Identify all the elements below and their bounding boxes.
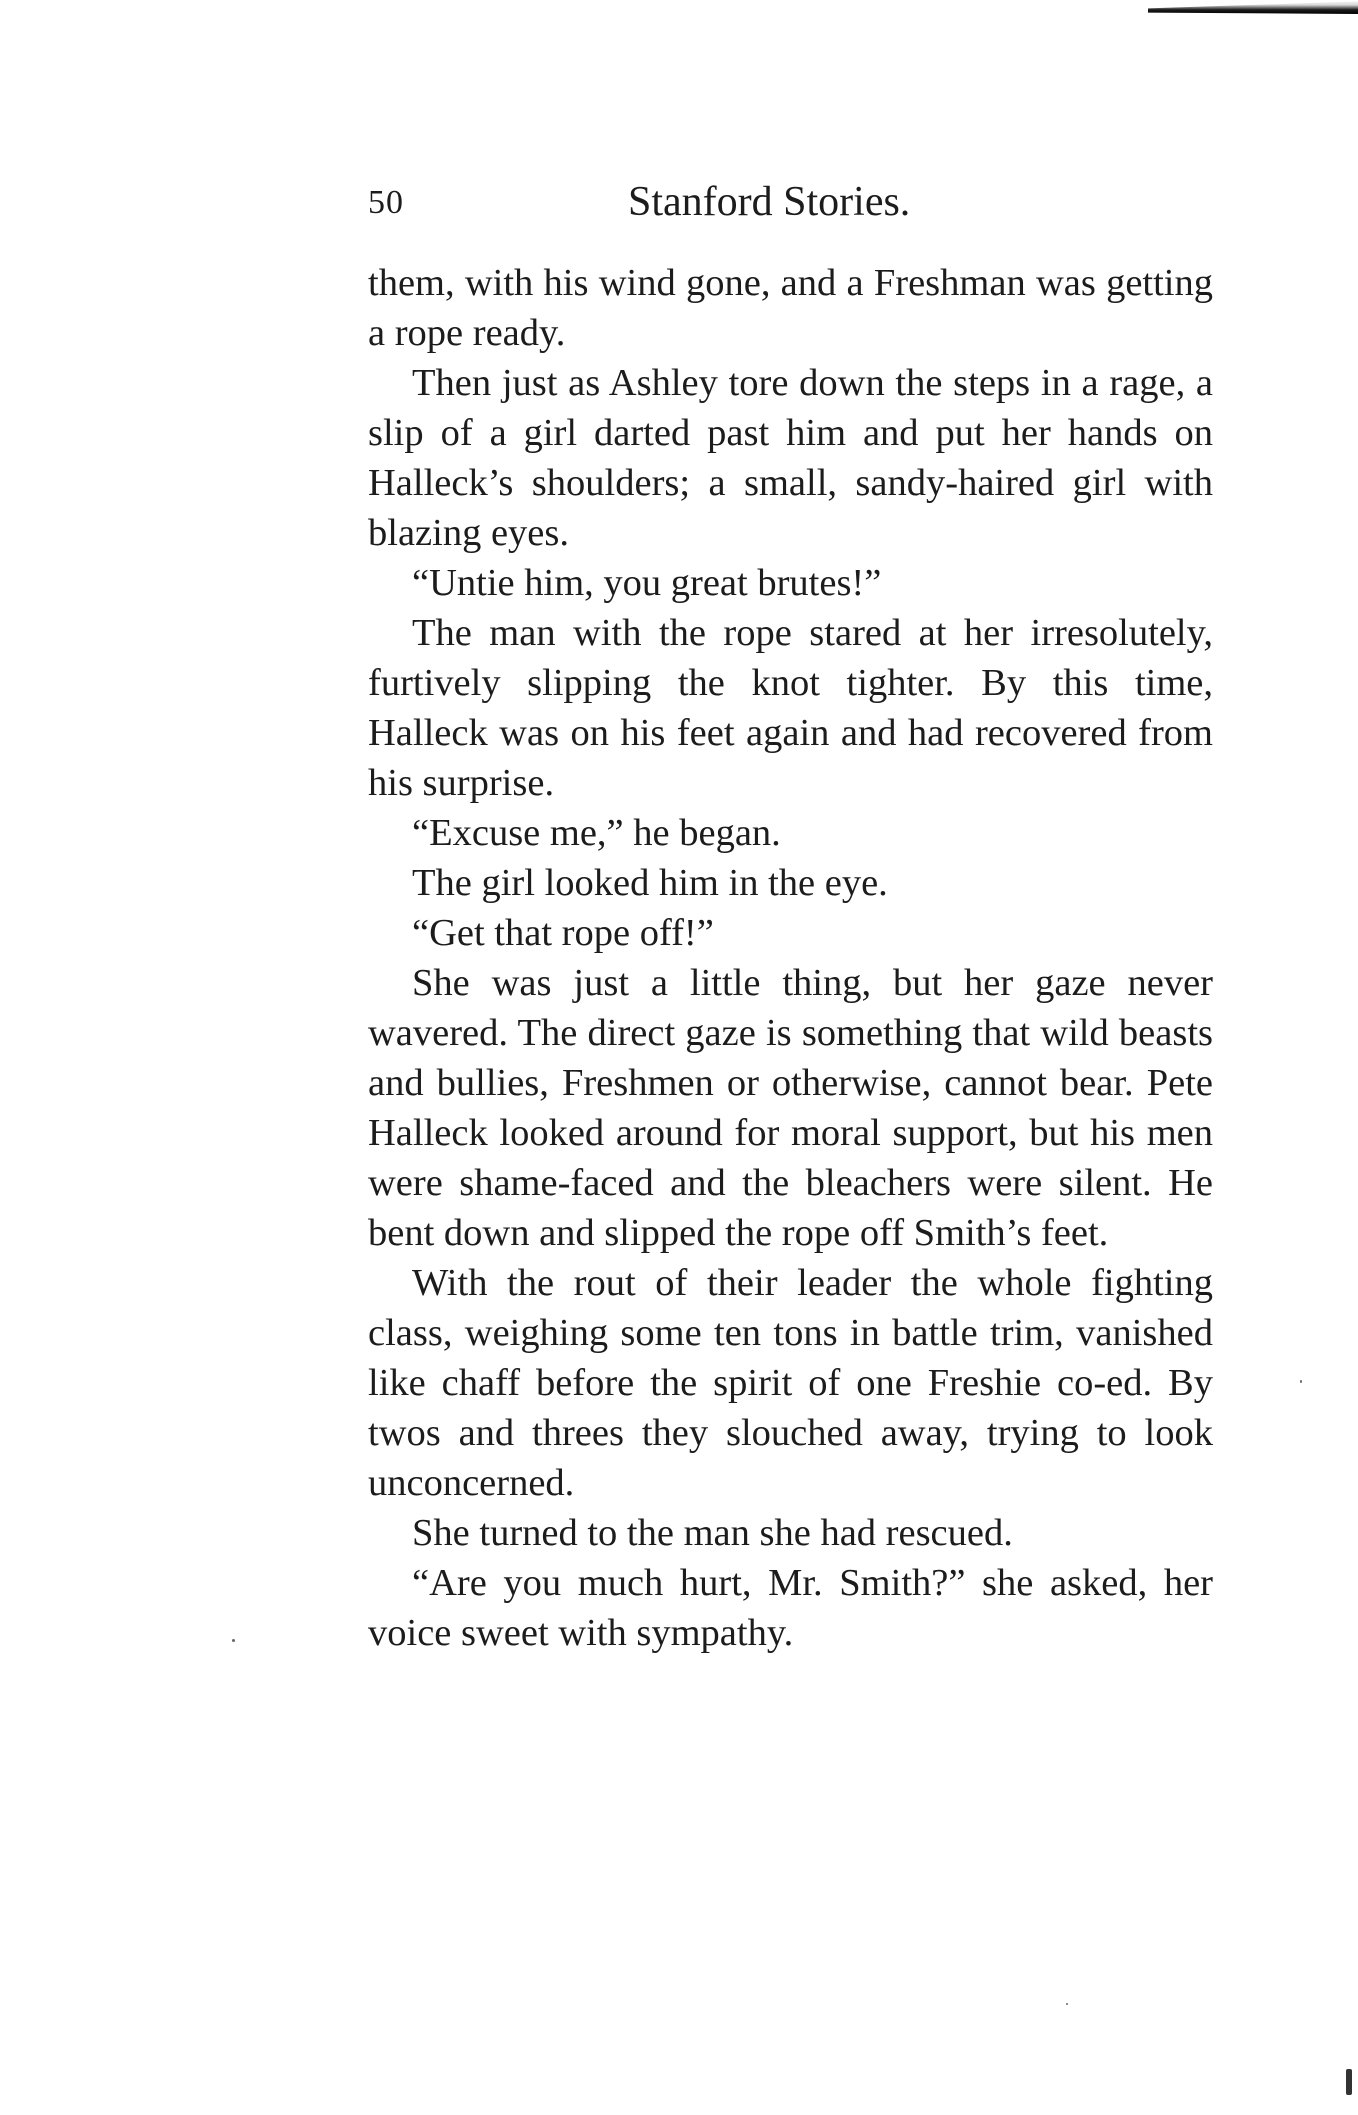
paragraph: “Are you much hurt, Mr. Smith?” she asked, her voice sweet with sympathy. [368, 1562, 1213, 1654]
body-text [368, 258, 1213, 1658]
paragraph: With the rout of their leader the whole fighting class, weighing some ten tons in battle trim, vanished like chaff before the spirit of one Freshie co-ed. By twos and threes they slouched away, trying to look unconcerned. [368, 1262, 1213, 1504]
paragraph: She turned to the man she had rescued. [412, 1512, 1013, 1554]
paragraph: “Untie him, you great brutes!” [412, 562, 882, 604]
scan-edge-mark [1148, 0, 1358, 14]
paragraph: The man with the rope stared at her irresolutely, furtively slipping the knot tighter. By this time, Halleck was on his feet again and had recovered from his surprise. [368, 612, 1213, 804]
running-head: Stanford Stories. [628, 179, 911, 225]
page-header [368, 178, 1213, 228]
scan-speck [1300, 1380, 1302, 1383]
page-number: 50 [368, 184, 404, 221]
paragraph: Then just as Ashley tore down the steps in a rage, a slip of a girl darted past him and put her hands on Halleck’s shoulders; a small, sandy-haired girl with blazing eyes. [368, 362, 1213, 554]
scan-speck [1066, 2003, 1068, 2005]
paragraph: them, with his wind gone, and a Freshman was getting a rope ready. [368, 262, 1213, 354]
scan-edge-mark [1346, 2069, 1352, 2095]
paragraph: “Excuse me,” he began. [412, 812, 781, 854]
paragraph: The girl looked him in the eye. [412, 862, 888, 904]
paragraph: She was just a little thing, but her gaze never wavered. The direct gaze is something that wild beasts and bullies, Freshmen or otherwise, cannot bear. Pete Halleck looked around for moral support, but his men were shame-faced and the bleachers were silent. He bent down and slipped the rope off Smith’s feet. [368, 962, 1213, 1254]
scan-speck [232, 1639, 235, 1642]
paragraph: “Get that rope off!” [412, 912, 714, 954]
